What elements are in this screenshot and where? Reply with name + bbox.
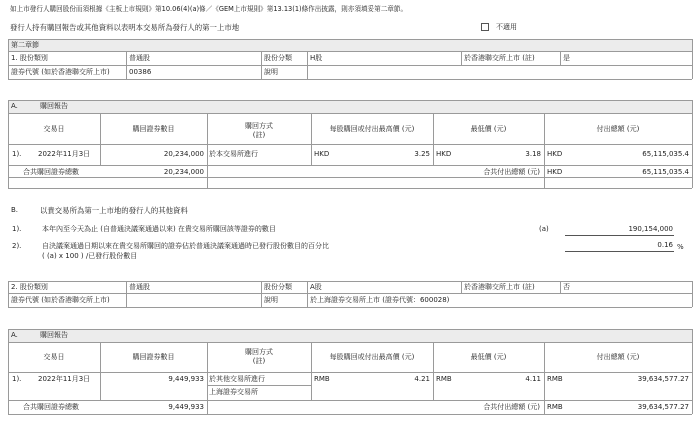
b2-category-value: A股 [310, 283, 322, 291]
b2-desc-value: 於上海證券交易所上市 (證券代號：600028) [310, 296, 450, 304]
b2-col-count: 購回證券數目 [132, 353, 175, 361]
b2-sum-label: 合共購回證券總數 [23, 403, 79, 411]
b2-row-no: 1). [12, 375, 22, 383]
b1-row-high-cur: HKD [314, 150, 330, 158]
b2-a-header-bar [8, 329, 692, 342]
b2-row-total-cur: RMB [547, 375, 563, 383]
b1-a-title: 購回報告 [40, 102, 68, 110]
b1-col-low: 最低價 (元) [470, 125, 507, 133]
b1-class-value: 普通股 [129, 54, 150, 62]
b1-col-date: 交易日 [43, 125, 65, 133]
b1-category-value: H股 [310, 54, 323, 62]
b1-b2-text2: ( (a) x 100 ) /已發行股份數目 [42, 252, 138, 260]
b2-col-total: 付出總額 (元) [596, 353, 640, 361]
b2-col-date: 交易日 [43, 353, 65, 361]
b1-sum-label: 合共購回證券總數 [23, 168, 79, 176]
b2-row-high-cur: RMB [314, 375, 330, 383]
b2-row-method2: 上海證券交易所 [209, 388, 258, 396]
b1-b-letter: B. [11, 206, 19, 214]
b1-class-label: 1. 股份類別 [11, 54, 48, 62]
b2-row-date: 2022年11月3日 [38, 375, 91, 383]
b1-sum-value: 20,234,000 [163, 168, 204, 176]
b2-listed-value: 否 [563, 283, 570, 291]
b1-row-low: 3.18 [525, 150, 541, 158]
b2-a-letter: A. [11, 331, 18, 339]
b1-sum-total-label: 合共付出總額 (元) [483, 168, 540, 176]
b2-class-label: 2. 股份類別 [11, 283, 48, 291]
top-note: 如上市發行人購回股份而須根據《主板上市規則》第10.06(4)(a)條／《GEM上市規則》第13.13(1)條作出披露，則亦須填妥第二章節。 [10, 5, 408, 13]
b2-sum-value: 9,449,933 [168, 403, 204, 411]
b1-col-total: 付出總額 (元) [596, 125, 640, 133]
b2-a-title: 購回報告 [40, 331, 68, 339]
b1-a-header-bar [8, 100, 692, 113]
b1-category-label: 股份分類 [264, 54, 292, 62]
b1-b2-no: 2). [12, 242, 22, 250]
b1-b1-value: 190,154,000 [628, 225, 673, 233]
subtitle: 發行人持有購回報告或其他資料以表明本交易所為發行人的第一上市地 [10, 23, 240, 32]
b2-code-label: 證券代號 (如於香港聯交所上市) [11, 296, 110, 304]
b1-code-label: 證券代號 (如於香港聯交所上市) [11, 68, 110, 76]
b2-col-high: 每股購回或付出最高價 (元) [329, 353, 415, 361]
b1-row-total-cur: HKD [547, 150, 563, 158]
b2-desc-label: 說明 [264, 296, 278, 304]
b1-b1-no: 1). [12, 225, 22, 233]
b1-row-low-cur: HKD [436, 150, 452, 158]
b2-row-low: 4.11 [525, 375, 541, 383]
b1-b1-text: 本年內至今天為止 (自普通決議案通過以來) 在貴交易所購回該等證券的數目 [42, 225, 276, 233]
not-applicable-checkbox[interactable] [481, 23, 489, 31]
b1-row-high: 3.25 [414, 150, 430, 158]
b1-row-total: 65,115,035.4 [642, 150, 689, 158]
b1-sum-total-value: 65,115,035.4 [642, 168, 689, 176]
b2-col-method: 購回方式 (註) [245, 348, 273, 366]
b1-b2-pct: % [677, 243, 684, 251]
b1-b-title: 以貴交易所為第一上市地的發行人的其他資料 [40, 206, 188, 215]
b1-col-high: 每股購回或付出最高價 (元) [329, 125, 415, 133]
b1-sum-total-cur: HKD [547, 168, 563, 176]
b1-code-value: 00386 [129, 68, 152, 76]
b1-b2-text: 自決議案通過日期以來在貴交易所購回的證券佔於普通決議案通過時已發行股份數目的百分比 [42, 242, 329, 250]
b2-class-value: 普通股 [129, 283, 150, 291]
b2-row-method: 於其他交易所進行 [209, 375, 265, 383]
b1-row-date: 2022年11月3日 [38, 150, 91, 158]
section-title: 第二章節 [11, 41, 39, 49]
b1-col-method: 購回方式 (註) [245, 122, 273, 140]
b2-row-low-cur: RMB [436, 375, 452, 383]
b1-b2-value: 0.16 [657, 241, 673, 249]
b1-row-count: 20,234,000 [163, 150, 204, 158]
b1-a-letter: A. [11, 102, 18, 110]
b2-sum-total-cur: RMB [547, 403, 563, 411]
section-header-bar [8, 39, 692, 51]
b1-row-method: 於本交易所進行 [209, 150, 258, 158]
b1-col-count: 購回證券數目 [132, 125, 175, 133]
b1-listed-value: 是 [563, 54, 570, 62]
b1-row-no: 1). [12, 150, 22, 158]
b2-col-low: 最低價 (元) [470, 353, 507, 361]
b2-listed-label: 於香港聯交所上市 (註) [464, 283, 535, 291]
b2-category-label: 股份分類 [264, 283, 292, 291]
b2-row-total: 39,634,577.27 [637, 375, 689, 383]
b1-b1-mark: (a) [539, 225, 549, 233]
b2-sum-total-value: 39,634,577.27 [637, 403, 689, 411]
not-applicable-label: 不適用 [496, 23, 517, 31]
b1-desc-label: 說明 [264, 68, 278, 76]
b2-sum-total-label: 合共付出總額 (元) [483, 403, 540, 411]
b1-listed-label: 於香港聯交所上市 (註) [464, 54, 535, 62]
b2-row-high: 4.21 [414, 375, 430, 383]
b2-row-count: 9,449,933 [168, 375, 204, 383]
